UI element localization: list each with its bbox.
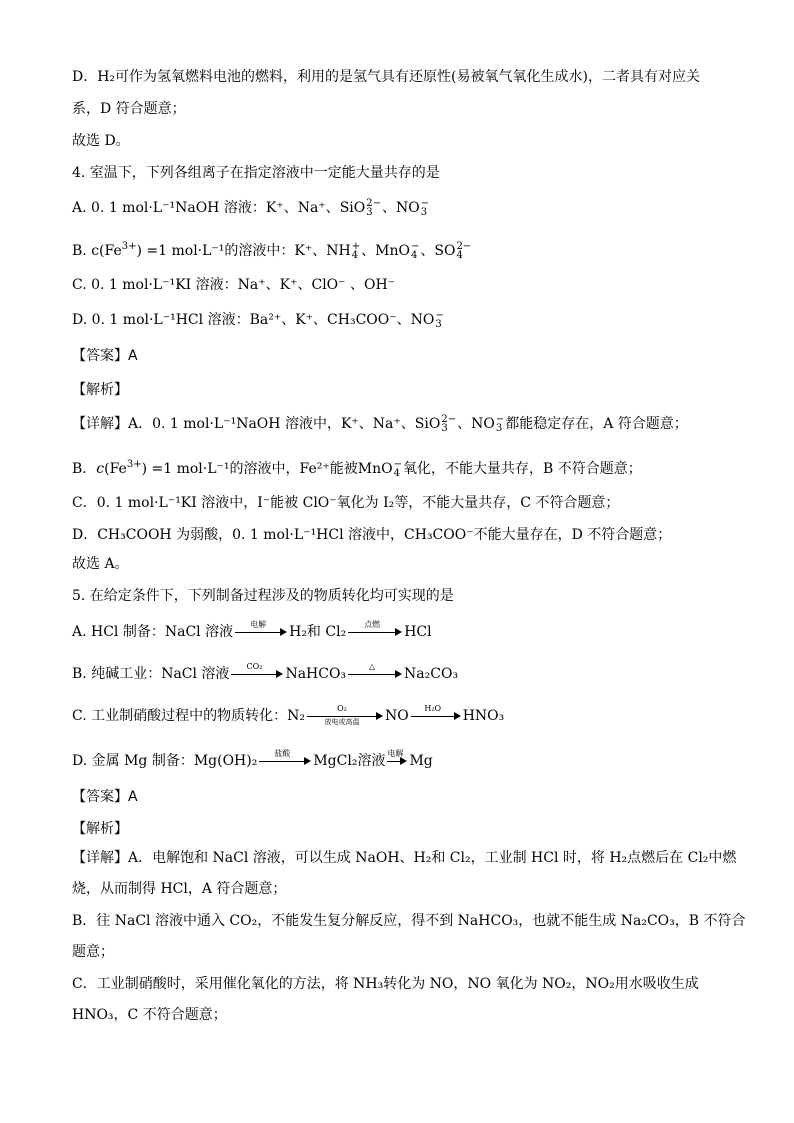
reaction-arrow: 电解	[387, 750, 407, 772]
sulfate-ion: SO 2− 4	[434, 241, 472, 261]
nitrate-ion: NO − 3	[471, 414, 505, 434]
reaction-arrow: 点燃	[348, 621, 402, 643]
q4-option-d: D. 0. 1 mol·L⁻¹HCl 溶液：Ba²⁺、K⁺、CH₃COO⁻、NO − 3	[72, 310, 444, 330]
q3-conclusion: 故选 D。	[72, 133, 130, 149]
permanganate-ion: MnO − 4	[357, 459, 402, 479]
q4-conclusion: 故选 A。	[72, 556, 129, 572]
q5-detail-b-line1: B．往 NaCl 溶液中通入 CO₂，不能发生复分解反应，得不到 NaHCO₃，也就不能生成 Na₂CO₃，B 不符合	[72, 913, 746, 929]
q4-answer: 【答案】A	[72, 348, 138, 364]
reaction-arrow: CO₂	[231, 663, 283, 685]
reaction-arrow: △	[348, 663, 402, 685]
q5-detail-a-line2: 烧，从而制得 HCl，A 符合题意；	[72, 881, 287, 897]
q4-option-c: C. 0. 1 mol·L⁻¹KI 溶液：Na⁺、K⁺、ClO⁻ 、OH⁻	[72, 277, 396, 293]
q4-detail-b: B．$c(Fe^{3+}) =1$ mol·L⁻¹的溶液中，Fe²⁺能被MnO − 4 氧化，不能大量共存，B 不符合题意；	[72, 459, 642, 479]
q5-detail-b-line2: 题意；	[72, 944, 114, 960]
q3-option-d-explanation-line1: D．H₂可作为氢氧燃料电池的燃料，利用的是氢气具有还原性(易被氧气氧化生成水)，二者具有对应关	[72, 69, 700, 85]
q5-option-a: A. HCl 制备：NaCl 溶液 电解 H₂和 Cl₂ 点燃 HCl	[72, 621, 432, 643]
q5-detail-c-line2: HNO₃，C 不符合题意；	[72, 1007, 227, 1023]
q5-option-c: C. 工业制硝酸过程中的物质转化：N₂ O₂ 放电或高温 NO H₂O HNO₃	[72, 704, 505, 726]
q5-detail-c-line1: C．工业制硝酸时，采用催化氧化的方法，将 NH₃转化为 NO，NO 氧化为 NO₂，NO₂用水吸收生成	[72, 976, 699, 992]
q4-option-b: B. $c(Fe^{3+}) =1$ mol·L⁻¹的溶液中：K⁺、NH + 4 、MnO − 4 、SO 2− 4	[72, 241, 472, 261]
reaction-arrow: O₂ 放电或高温	[307, 705, 383, 727]
q4-detail-a: 【详解】A．0. 1 mol·L⁻¹NaOH 溶液中，K⁺、Na⁺、SiO 2− 3 、NO − 3 都能稳定存在，A 符合题意；	[72, 414, 688, 434]
reaction-arrow: 电解	[235, 621, 287, 643]
nitrate-ion: NO − 3	[395, 198, 430, 218]
q3-option-d-explanation-line2: 系，D 符合题意；	[72, 101, 186, 117]
q5-answer: 【答案】A	[72, 789, 138, 805]
q4-stem: 4. 室温下，下列各组离子在指定溶液中一定能大量共存的是	[72, 165, 440, 181]
q4-detail-d: D．CH₃COOH 为弱酸，0. 1 mol·L⁻¹HCl 溶液中，CH₃COO⁻不能大量存在，D 不符合题意；	[72, 527, 672, 543]
q5-analysis-heading: 【解析】	[72, 821, 128, 837]
permanganate-ion: MnO − 4	[375, 241, 420, 261]
ammonium-ion: NH + 4	[326, 241, 361, 261]
reaction-arrow: 盐酸	[259, 750, 311, 772]
silicate-ion: SiO 2− 3	[339, 198, 381, 218]
nitrate-ion: NO − 3	[410, 310, 444, 330]
q5-stem: 5. 在给定条件下，下列制备过程涉及的物质转化均可实现的是	[72, 588, 454, 604]
q5-option-d: D. 金属 Mg 制备：Mg(OH)₂ 盐酸 MgCl₂溶液 电解 Mg	[72, 750, 433, 772]
silicate-ion: SiO 2− 3	[414, 414, 457, 434]
q4-detail-c: C．0. 1 mol·L⁻¹KI 溶液中，I⁻能被 ClO⁻氧化为 I₂等，不能大量共存，C 不符合题意；	[72, 495, 620, 511]
q5-detail-a-line1: 【详解】A．电解饱和 NaCl 溶液，可以生成 NaOH、H₂和 Cl₂，工业制 HCl 时，将 H₂点燃后在 Cl₂中燃	[72, 850, 737, 866]
q5-option-b: B. 纯碱工业：NaCl 溶液 CO₂ NaHCO₃ △ Na₂CO₃	[72, 663, 458, 685]
q4-analysis-heading: 【解析】	[72, 382, 128, 398]
q4-option-a: A. 0. 1 mol·L⁻¹NaOH 溶液：K⁺、Na⁺、SiO 2− 3 、NO − 3	[72, 198, 430, 218]
reaction-arrow: H₂O	[411, 705, 461, 727]
